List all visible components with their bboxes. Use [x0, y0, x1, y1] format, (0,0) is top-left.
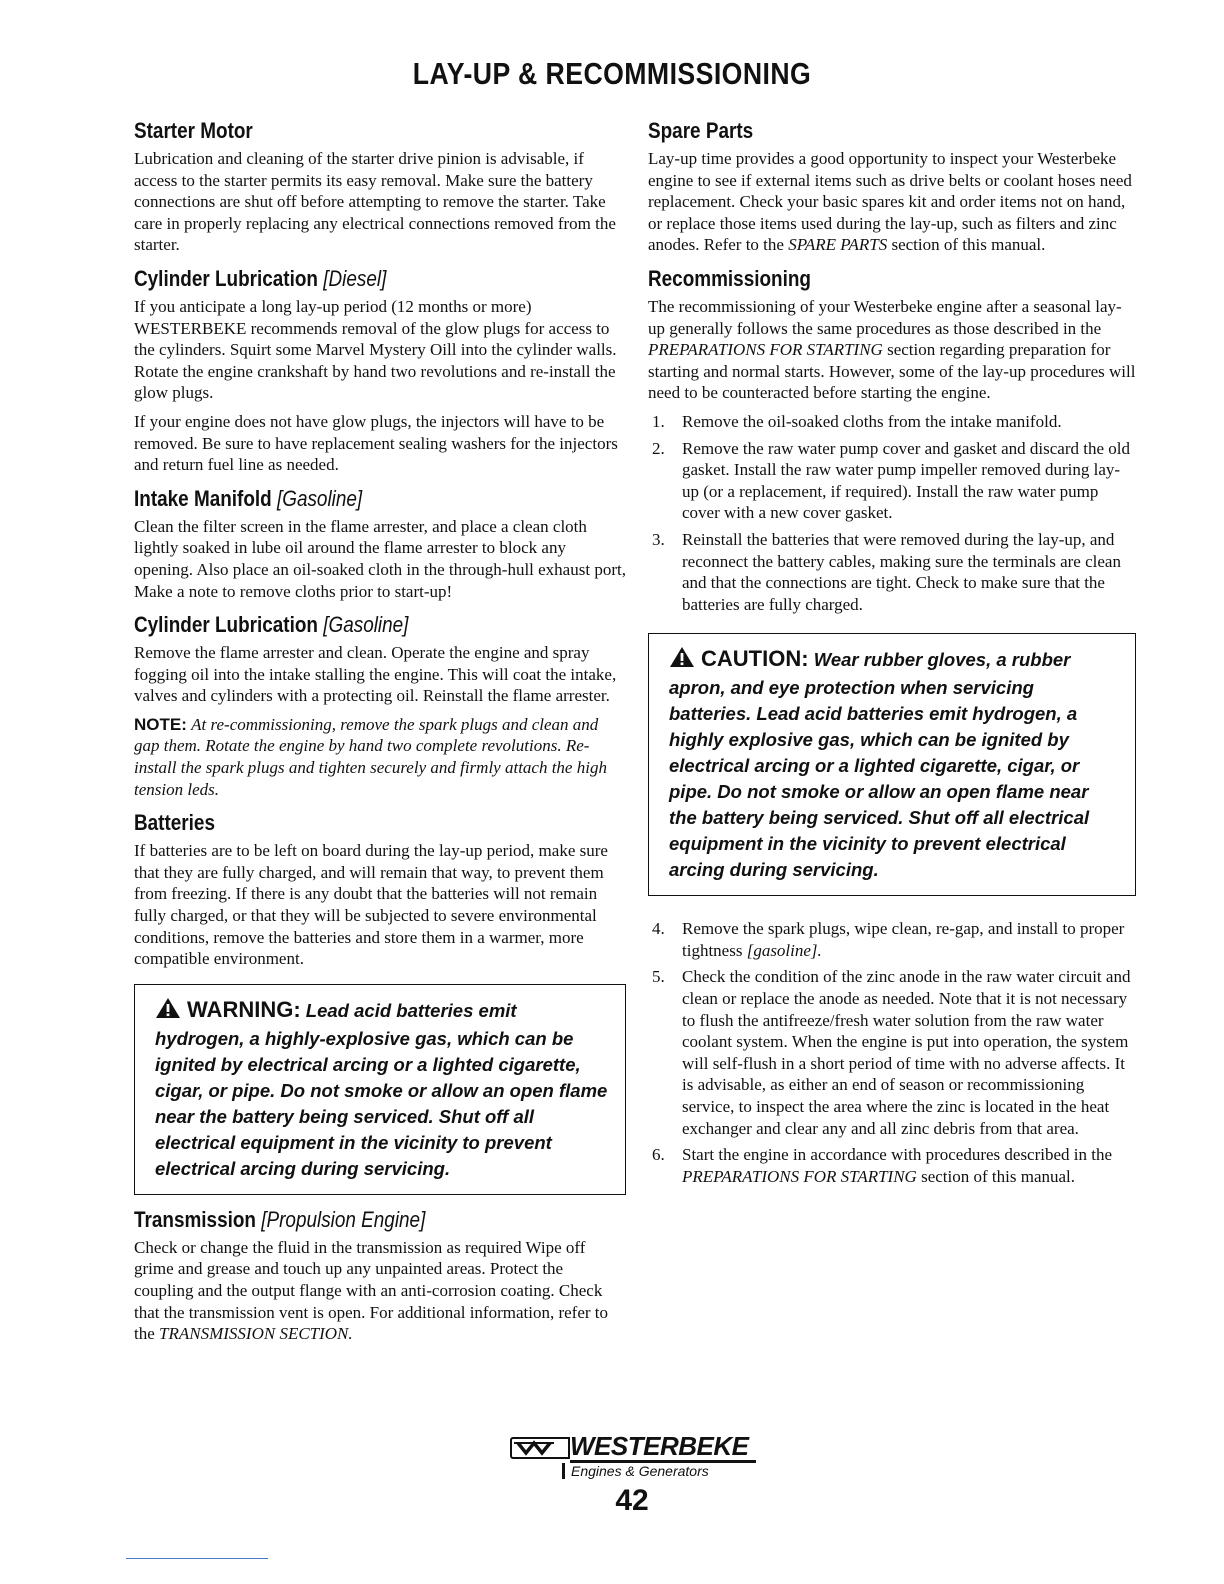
transmission-section [134, 1207, 626, 1345]
brand-tagline: Engines & Generators [562, 1463, 770, 1479]
note-paragraph [134, 714, 626, 800]
cylinder-diesel-text-1: If you anticipate a long lay-up period (12 months or more) WESTERBEKE recommends removal of the glow plugs for access to the cylinders. Squirt some Marvel Mystery Oill into the cylinder walls. Rotate the engine crankshaft by hand two revolutions and re-install the glow plugs. [134, 296, 617, 403]
page-title: LAY-UP & RECOMMISSIONING [412, 56, 812, 91]
section-heading-spare-parts: Spare Parts [648, 118, 754, 143]
list-item: 6. Start the engine in accordance with procedures described in the PREPARATIONS FOR STARTING section of this manual. [652, 1145, 1113, 1186]
warning-box [134, 984, 626, 1195]
recommissioning-section [648, 266, 1136, 615]
left-column [134, 118, 626, 1355]
warning-text-block [155, 997, 611, 1182]
section-heading-transmission: Transmission [Propulsion Engine] [134, 1206, 426, 1232]
cylinder-gasoline-text: Remove the flame arrester and clean. Operate the engine and spray fogging oil into the intake stalling the engine. This will coat the intake, valves and cylinders with a protecting oil. Reinstall the flame arrester. [134, 643, 617, 706]
diesel-tag: [Diesel] [323, 265, 387, 291]
spare-parts-ref: SPARE PARTS [788, 235, 888, 255]
spare-parts-text: Lay-up time provides a good opportunity to inspect your Westerbeke engine to see if external items such as drive belts or coolant hoses need replacement. Check your basic spares kit and order items not on hand, or replace those items used during the lay-up, such as filters and zinc anodes. Refer to the SPARE PARTS section of this manual. [648, 149, 1132, 255]
section-heading-recommissioning: Recommissioning [648, 265, 811, 291]
batteries-section [134, 810, 626, 970]
list-item: 1. Remove the oil-soaked cloths from the intake manifold. [652, 411, 1062, 431]
section-heading-intake-manifold: Intake Manifold [Gasoline] [134, 485, 363, 511]
intake-manifold-text: Clean the filter screen in the flame arrester, and place a clean cloth lightly soaked in lube oil around the flame arrester to block any opening. Also place an oil-soaked cloth in the through-hull exhaust port, Make a note to remove cloths prior to start-up! [134, 516, 626, 601]
section-heading-cylinder-lubrication-diesel: Cylinder Lubrication [Diesel] [134, 265, 387, 291]
note-label: NOTE: [134, 714, 187, 734]
caution-text-block [669, 646, 1121, 883]
list-item: 4. Remove the spark plugs, wipe clean, re-gap, and install to proper tightness [gasoline]. [652, 919, 1125, 960]
caution-label: CAUTION: [701, 646, 809, 672]
preparations-ref: PREPARATIONS FOR STARTING [648, 340, 883, 360]
divider [126, 1558, 268, 1559]
intake-manifold-section [134, 486, 626, 602]
warning-label: WARNING: [187, 996, 301, 1022]
preparations-ref: PREPARATIONS FOR STARTING [682, 1166, 917, 1186]
propulsion-engine-tag: [Propulsion Engine] [261, 1206, 426, 1232]
right-column [648, 118, 1136, 1192]
gasoline-tag: [Gasoline] [276, 485, 363, 511]
section-heading-batteries: Batteries [134, 810, 215, 836]
caution-text: Wear rubber gloves, a rubber apron, and eye protection when servicing batteries. Lead acid batteries emit hydrogen, a highly explosive gas, which can be ignited by electrical arcing or a lighted cigarette, cigar, or pipe. Do not smoke or allow an open flame near the battery being serviced. Shut off all electrical equipment in the vicinity to prevent electrical arcing during servicing. [669, 649, 1090, 881]
batteries-text: If batteries are to be left on board during the lay-up period, make sure that they are fully charged, and will remain that way, to prevent them from freezing. If there is any doubt that the batteries will not remain fully charged, or that they will be subjected to severe environmental conditions, remove the batteries and store them in a warmer, more compatible environment. [134, 841, 608, 969]
note-text: At re-commissioning, remove the spark plugs and clean and gap them. Rotate the engine by hand two complete revolutions. Re-install the spark plugs and tighten securely and firmly attach the high tension leds. [134, 714, 607, 799]
list-item: 2. Remove the raw water pump cover and gasket and discard the old gasket. Install the raw water pump impeller removed during lay-up (or a replacement, if required). Install the raw water pump cover with a new cover gasket. [652, 438, 1130, 523]
starter-motor-section [134, 118, 626, 256]
section-heading-cylinder-lubrication-gasoline: Cylinder Lubrication [Gasoline] [134, 612, 409, 638]
spare-parts-section [648, 118, 1136, 256]
caution-box [648, 633, 1136, 896]
cylinder-lubrication-diesel-section [134, 266, 626, 476]
gasoline-tag: [gasoline]. [746, 940, 822, 960]
westerbeke-w-logo-icon [510, 1437, 570, 1459]
cylinder-lubrication-gasoline-section [134, 612, 626, 800]
warning-text: Lead acid batteries emit hydrogen, a highly-explosive gas, which can be ignited by electrical arcing or a lighted cigarette, cigar, or pipe. Do not smoke or allow an open flame near the battery being serviced. Shut off all electrical equipment in the vicinity to prevent electrical arcing during servicing. [155, 999, 608, 1179]
recommissioning-steps-1-3 [648, 411, 1136, 615]
list-item: 3. Reinstall the batteries that were removed during the lay-up, and reconnect the battery cables, making sure the terminals are clean and that the connections are tight. Check to make sure that the batteries are fully charged. [652, 529, 1121, 614]
warning-triangle-icon [155, 997, 181, 1026]
brand-name: WESTERBEKE [570, 1432, 756, 1463]
section-heading-starter-motor: Starter Motor [134, 118, 253, 143]
transmission-section-ref: TRANSMISSION SECTION. [159, 1324, 353, 1344]
gasoline-tag: [Gasoline] [323, 612, 409, 638]
transmission-text: Check or change the fluid in the transmission as required Wipe off grime and grease and touch up any unpainted areas. Protect the coupling and the output flange with an anti-corrosion coating. Check that the transmission vent is open. For additional information, refer to the TRANSMISSION SECTION. [134, 1237, 609, 1344]
list-item: 5. Check the condition of the zinc anode in the raw water circuit and clean or replace the anode as needed. Note that it is not necessary to flush the antifreeze/fresh water solution from the raw water coolant system. When the engine is put into operation, the system will self-flush in a short period of time with no adverse affects. It is advisable, as either an end of season or recommissioning service, to inspect the area where the zinc is located in the heat exchanger and clear any and all zinc debris from that area. [652, 967, 1131, 1138]
recommissioning-steps-4-6 [648, 918, 1136, 1187]
starter-motor-text: Lubrication and cleaning of the starter drive pinion is advisable, if access to the starter permits its easy removal. Make sure the battery connections are shut off before attempting to remove the starter. Take care in properly replacing any electrical connections removed from the starter. [134, 149, 616, 255]
cylinder-diesel-text-2: If your engine does not have glow plugs, the injectors will have to be removed. Be sure to have replacement sealing washers for the injectors and return fuel line as needed. [134, 411, 618, 475]
warning-triangle-icon [669, 646, 695, 675]
page-number: 42 [615, 1484, 649, 1517]
westerbeke-logo [510, 1432, 770, 1479]
recommissioning-intro: The recommissioning of your Westerbeke engine after a seasonal lay-up generally follows the same procedures as those described in the PREPARATIONS FOR STARTING section regarding preparation for starting and normal starts. However, some of the lay-up procedures will need to be counteracted before starting the engine. [648, 296, 1136, 403]
